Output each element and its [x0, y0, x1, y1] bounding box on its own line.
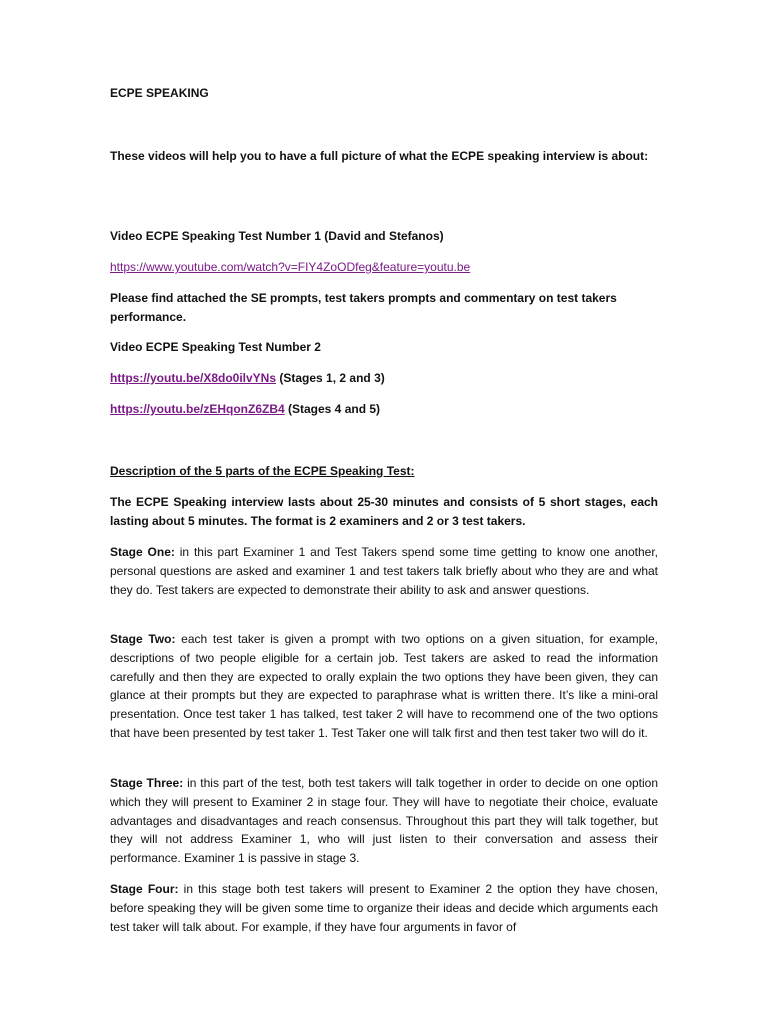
video2-link-a[interactable]: https://youtu.be/X8do0ilvYNs — [110, 371, 277, 385]
video2-link-b[interactable]: https://youtu.be/zEHqonZ6ZB4 — [110, 402, 285, 416]
stage2-text: each test taker is given a prompt with two options on a given situation, for example, descriptions of two people eligible for a certain job. Test takers are asked to read the information carefully and then they are expected to orally explain the two options they have been given, they can glance at their prompts but they are expected to paraphrase what is written there. It’s like a mini-oral presentation. Once test taker 1 has talked, test taker 2 will have to recommend one of the two options that have been presented by test taker 1. Test Taker one will talk first and then test taker two will do it. — [110, 632, 658, 740]
intro-paragraph: These videos will help you to have a full picture of what the ECPE speaking interview is about: — [110, 149, 649, 163]
stage2-label: Stage Two: — [110, 632, 176, 646]
stage1-label: Stage One: — [110, 545, 175, 559]
video2-title: Video ECPE Speaking Test Number 2 — [110, 340, 321, 354]
stage2-paragraph — [110, 630, 658, 743]
stage1-paragraph — [110, 543, 658, 599]
video2-link-b-note: (Stages 4 and 5) — [288, 402, 381, 416]
video2-link-a-line — [110, 369, 658, 388]
stage4-label: Stage Four: — [110, 882, 179, 896]
stage1-text: in this part Examiner 1 and Test Takers spend some time getting to know one another, personal questions are asked and examiner 1 and test takers talk briefly about who they are and what they do. Test takers are expected to demonstrate their ability to ask and answer questions. — [110, 545, 658, 597]
stage3-paragraph — [110, 774, 658, 868]
overview-paragraph: The ECPE Speaking interview lasts about 25-30 minutes and consists of 5 short stages, each lasting about 5 minutes. The format is 2 examiners and 2 or 3 test takers. — [110, 495, 658, 528]
description-heading: Description of the 5 parts of the ECPE Speaking Test: — [110, 464, 415, 478]
video1-title: Video ECPE Speaking Test Number 1 (David and Stefanos) — [110, 229, 444, 243]
video1-link[interactable]: https://www.youtube.com/watch?v=FIY4ZoODfeg&feature=youtu.be — [110, 260, 471, 274]
stage3-label: Stage Three: — [110, 776, 184, 790]
stage4-paragraph — [110, 880, 658, 936]
stage4-text: in this stage both test takers will present to Examiner 2 the option they have chosen, before speaking they will be given some time to organize their ideas and decide which arguments each test taker will talk about. For example, if they have four arguments in favor of — [110, 882, 658, 934]
video1-line — [110, 258, 658, 277]
document-title: ECPE SPEAKING — [110, 86, 209, 100]
stage3-text: in this part of the test, both test takers will talk together in order to decide on one option which they will present to Examiner 2 in stage four. They will have to negotiate their choice, evaluate advantages and disadvantages and reach consensus. Throughout this part they will talk together, but they will not address Examiner 1, who will just listen to their conversation and assess their performance. Examiner 1 is passive in stage 3. — [110, 776, 659, 866]
video2-link-b-line — [110, 400, 658, 419]
attached-note: Please find attached the SE prompts, test takers prompts and commentary on test takers performance. — [110, 291, 617, 324]
video2-link-a-note: (Stages 1, 2 and 3) — [279, 371, 385, 385]
